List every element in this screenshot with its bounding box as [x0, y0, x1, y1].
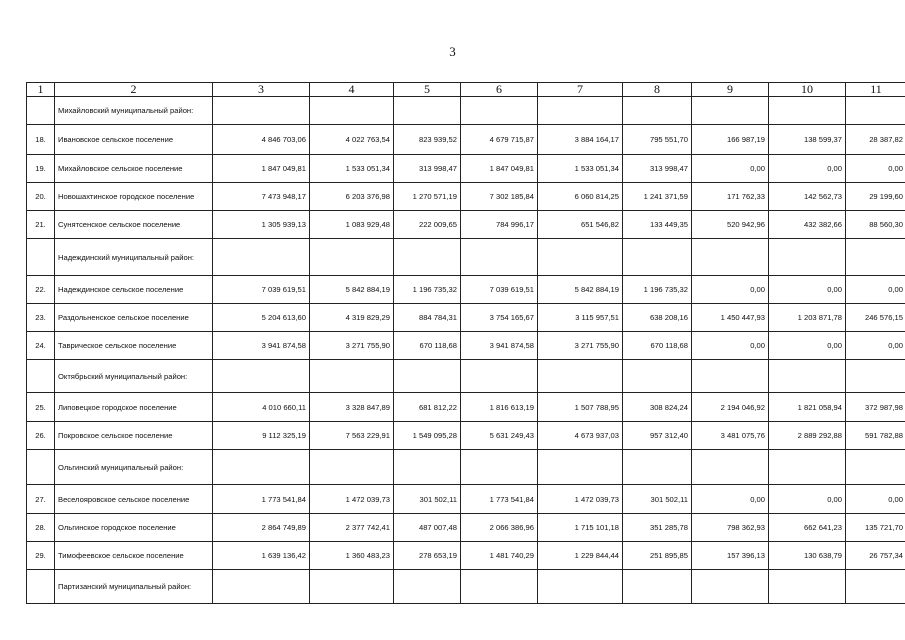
- value-cell: 0,00: [692, 485, 769, 514]
- column-header: 8: [623, 83, 692, 97]
- empty-cell: [213, 97, 310, 125]
- value-cell: 0,00: [846, 485, 905, 514]
- value-cell: 2 194 046,92: [692, 393, 769, 422]
- empty-cell: [461, 450, 538, 485]
- row-index: 27.: [27, 485, 55, 514]
- empty-cell: [769, 450, 846, 485]
- value-cell: 1 241 371,59: [623, 183, 692, 211]
- row-index: 29.: [27, 542, 55, 570]
- row-index: 18.: [27, 125, 55, 155]
- table-row: [27, 485, 905, 514]
- value-cell: 0,00: [692, 276, 769, 304]
- value-cell: 591 782,88: [846, 422, 905, 450]
- value-cell: 1 203 871,78: [769, 304, 846, 332]
- empty-cell: [310, 450, 394, 485]
- value-cell: 4 010 660,11: [213, 393, 310, 422]
- row-index: 28.: [27, 514, 55, 542]
- settlement-name: Ольгинское городское поселение: [55, 514, 213, 542]
- empty-cell: [692, 450, 769, 485]
- empty-cell: [310, 360, 394, 393]
- district-row: [27, 570, 905, 604]
- value-cell: 130 638,79: [769, 542, 846, 570]
- value-cell: 1 549 095,28: [394, 422, 461, 450]
- value-cell: 1 639 136,42: [213, 542, 310, 570]
- value-cell: 670 118,68: [394, 332, 461, 360]
- value-cell: 0,00: [692, 155, 769, 183]
- value-cell: 3 941 874,58: [213, 332, 310, 360]
- value-cell: 4 673 937,03: [538, 422, 623, 450]
- table-row: [27, 155, 905, 183]
- district-name: Михайловский муниципальный район:: [55, 97, 213, 125]
- settlement-name: Сунятсенское сельское поселение: [55, 211, 213, 239]
- empty-cell: [461, 360, 538, 393]
- value-cell: 432 382,66: [769, 211, 846, 239]
- value-cell: 3 115 957,51: [538, 304, 623, 332]
- district-row: [27, 360, 905, 393]
- column-header: 10: [769, 83, 846, 97]
- value-cell: 1 773 541,84: [213, 485, 310, 514]
- value-cell: 133 449,35: [623, 211, 692, 239]
- index-cell: [27, 570, 55, 604]
- value-cell: 3 271 755,90: [310, 332, 394, 360]
- value-cell: 670 118,68: [623, 332, 692, 360]
- page-number: 3: [449, 44, 456, 59]
- index-cell: [27, 360, 55, 393]
- value-cell: 5 842 884,19: [310, 276, 394, 304]
- district-row: [27, 97, 905, 125]
- column-header: 3: [213, 83, 310, 97]
- value-cell: 1 533 051,34: [310, 155, 394, 183]
- district-row: [27, 450, 905, 485]
- empty-cell: [394, 570, 461, 604]
- row-index: 23.: [27, 304, 55, 332]
- column-header: 1: [27, 83, 55, 97]
- value-cell: 1 816 613,19: [461, 393, 538, 422]
- value-cell: 0,00: [769, 485, 846, 514]
- table-body: [27, 97, 905, 604]
- empty-cell: [394, 360, 461, 393]
- district-name: Октябрьский муниципальный район:: [55, 360, 213, 393]
- value-cell: 301 502,11: [394, 485, 461, 514]
- value-cell: 1 481 740,29: [461, 542, 538, 570]
- empty-cell: [394, 450, 461, 485]
- settlement-name: Раздольненское сельское поселение: [55, 304, 213, 332]
- column-header: 6: [461, 83, 538, 97]
- value-cell: 487 007,48: [394, 514, 461, 542]
- value-cell: 2 377 742,41: [310, 514, 394, 542]
- empty-cell: [394, 239, 461, 276]
- empty-cell: [310, 570, 394, 604]
- value-cell: 313 998,47: [394, 155, 461, 183]
- value-cell: 138 599,37: [769, 125, 846, 155]
- value-cell: 1 847 049,81: [461, 155, 538, 183]
- settlement-name: Веселояровское сельское поселение: [55, 485, 213, 514]
- value-cell: 5 204 613,60: [213, 304, 310, 332]
- index-cell: [27, 97, 55, 125]
- table-row: [27, 276, 905, 304]
- value-cell: 3 271 755,90: [538, 332, 623, 360]
- value-cell: 1 229 844,44: [538, 542, 623, 570]
- row-index: 20.: [27, 183, 55, 211]
- value-cell: 784 996,17: [461, 211, 538, 239]
- settlement-name: Покровское сельское поселение: [55, 422, 213, 450]
- value-cell: 171 762,33: [692, 183, 769, 211]
- table-row: [27, 393, 905, 422]
- empty-cell: [310, 239, 394, 276]
- value-cell: 4 679 715,87: [461, 125, 538, 155]
- value-cell: 1 450 447,93: [692, 304, 769, 332]
- column-header: 11: [846, 83, 905, 97]
- empty-cell: [623, 239, 692, 276]
- value-cell: 1 533 051,34: [538, 155, 623, 183]
- value-cell: 5 631 249,43: [461, 422, 538, 450]
- column-header: 5: [394, 83, 461, 97]
- value-cell: 7 302 185,84: [461, 183, 538, 211]
- value-cell: 28 387,82: [846, 125, 905, 155]
- budget-table: [26, 82, 905, 604]
- value-cell: 278 653,19: [394, 542, 461, 570]
- value-cell: 1 472 039,73: [538, 485, 623, 514]
- value-cell: 1 472 039,73: [310, 485, 394, 514]
- empty-cell: [538, 570, 623, 604]
- district-name: Партизанский муниципальный район:: [55, 570, 213, 604]
- settlement-name: Ивановское сельское поселение: [55, 125, 213, 155]
- value-cell: 2 889 292,88: [769, 422, 846, 450]
- value-cell: 6 203 376,98: [310, 183, 394, 211]
- empty-cell: [623, 450, 692, 485]
- value-cell: 1 196 735,32: [394, 276, 461, 304]
- value-cell: 1 270 571,19: [394, 183, 461, 211]
- value-cell: 26 757,34: [846, 542, 905, 570]
- empty-cell: [623, 97, 692, 125]
- value-cell: 662 641,23: [769, 514, 846, 542]
- empty-cell: [769, 239, 846, 276]
- value-cell: 823 939,52: [394, 125, 461, 155]
- empty-cell: [623, 570, 692, 604]
- empty-cell: [846, 360, 905, 393]
- district-name: Ольгинский муниципальный район:: [55, 450, 213, 485]
- value-cell: 142 562,73: [769, 183, 846, 211]
- empty-cell: [538, 360, 623, 393]
- value-cell: 795 551,70: [623, 125, 692, 155]
- settlement-name: Михайловское сельское поселение: [55, 155, 213, 183]
- column-header: 2: [55, 83, 213, 97]
- value-cell: 1 715 101,18: [538, 514, 623, 542]
- value-cell: 4 319 829,29: [310, 304, 394, 332]
- value-cell: 884 784,31: [394, 304, 461, 332]
- empty-cell: [769, 570, 846, 604]
- empty-cell: [538, 239, 623, 276]
- value-cell: 372 987,98: [846, 393, 905, 422]
- value-cell: 9 112 325,19: [213, 422, 310, 450]
- value-cell: 3 481 075,76: [692, 422, 769, 450]
- value-cell: 0,00: [769, 332, 846, 360]
- value-cell: 135 721,70: [846, 514, 905, 542]
- empty-cell: [213, 570, 310, 604]
- table-row: [27, 542, 905, 570]
- value-cell: 1 196 735,32: [623, 276, 692, 304]
- settlement-name: Таврическое сельское поселение: [55, 332, 213, 360]
- value-cell: 5 842 884,19: [538, 276, 623, 304]
- value-cell: 957 312,40: [623, 422, 692, 450]
- table-row: [27, 304, 905, 332]
- empty-cell: [538, 97, 623, 125]
- empty-cell: [846, 239, 905, 276]
- value-cell: 222 009,65: [394, 211, 461, 239]
- value-cell: 4 846 703,06: [213, 125, 310, 155]
- settlement-name: Липовецкое городское поселение: [55, 393, 213, 422]
- table-row: [27, 332, 905, 360]
- value-cell: 301 502,11: [623, 485, 692, 514]
- value-cell: 251 895,85: [623, 542, 692, 570]
- value-cell: 0,00: [846, 332, 905, 360]
- value-cell: 638 208,16: [623, 304, 692, 332]
- value-cell: 88 560,30: [846, 211, 905, 239]
- value-cell: 3 884 164,17: [538, 125, 623, 155]
- empty-cell: [692, 239, 769, 276]
- value-cell: 157 396,13: [692, 542, 769, 570]
- value-cell: 0,00: [769, 155, 846, 183]
- empty-cell: [310, 97, 394, 125]
- value-cell: 0,00: [846, 276, 905, 304]
- value-cell: 0,00: [692, 332, 769, 360]
- empty-cell: [461, 570, 538, 604]
- empty-cell: [538, 450, 623, 485]
- empty-cell: [461, 239, 538, 276]
- value-cell: 246 576,15: [846, 304, 905, 332]
- value-cell: 351 285,78: [623, 514, 692, 542]
- empty-cell: [846, 450, 905, 485]
- value-cell: 2 864 749,89: [213, 514, 310, 542]
- empty-cell: [692, 360, 769, 393]
- value-cell: 3 328 847,89: [310, 393, 394, 422]
- value-cell: 1 360 483,23: [310, 542, 394, 570]
- settlement-name: Новошахтинское городское поселение: [55, 183, 213, 211]
- value-cell: 29 199,60: [846, 183, 905, 211]
- value-cell: 651 546,82: [538, 211, 623, 239]
- table-row: [27, 422, 905, 450]
- empty-cell: [213, 450, 310, 485]
- district-row: [27, 239, 905, 276]
- value-cell: 7 563 229,91: [310, 422, 394, 450]
- row-index: 25.: [27, 393, 55, 422]
- row-index: 19.: [27, 155, 55, 183]
- empty-cell: [846, 97, 905, 125]
- row-index: 22.: [27, 276, 55, 304]
- value-cell: 166 987,19: [692, 125, 769, 155]
- empty-cell: [394, 97, 461, 125]
- value-cell: 3 941 874,58: [461, 332, 538, 360]
- empty-cell: [692, 570, 769, 604]
- empty-cell: [769, 97, 846, 125]
- value-cell: 3 754 165,67: [461, 304, 538, 332]
- value-cell: 313 998,47: [623, 155, 692, 183]
- empty-cell: [461, 97, 538, 125]
- value-cell: 4 022 763,54: [310, 125, 394, 155]
- column-header: 9: [692, 83, 769, 97]
- index-cell: [27, 450, 55, 485]
- value-cell: 1 773 541,84: [461, 485, 538, 514]
- value-cell: 1 821 058,94: [769, 393, 846, 422]
- value-cell: 681 812,22: [394, 393, 461, 422]
- empty-cell: [846, 570, 905, 604]
- value-cell: 0,00: [846, 155, 905, 183]
- value-cell: 2 066 386,96: [461, 514, 538, 542]
- value-cell: 520 942,96: [692, 211, 769, 239]
- value-cell: 798 362,93: [692, 514, 769, 542]
- value-cell: 0,00: [769, 276, 846, 304]
- empty-cell: [623, 360, 692, 393]
- district-name: Надеждинский муниципальный район:: [55, 239, 213, 276]
- table-row: [27, 183, 905, 211]
- value-cell: 1 847 049,81: [213, 155, 310, 183]
- column-header: 4: [310, 83, 394, 97]
- value-cell: 308 824,24: [623, 393, 692, 422]
- index-cell: [27, 239, 55, 276]
- column-header: 7: [538, 83, 623, 97]
- header-row: [27, 83, 905, 97]
- table-row: [27, 514, 905, 542]
- value-cell: 1 083 929,48: [310, 211, 394, 239]
- value-cell: 1 305 939,13: [213, 211, 310, 239]
- table-row: [27, 125, 905, 155]
- empty-cell: [213, 360, 310, 393]
- value-cell: 7 473 948,17: [213, 183, 310, 211]
- value-cell: 1 507 788,95: [538, 393, 623, 422]
- settlement-name: Надеждинское сельское поселение: [55, 276, 213, 304]
- table-row: [27, 211, 905, 239]
- value-cell: 7 039 619,51: [461, 276, 538, 304]
- row-index: 26.: [27, 422, 55, 450]
- settlement-name: Тимофеевское сельское поселение: [55, 542, 213, 570]
- value-cell: 6 060 814,25: [538, 183, 623, 211]
- empty-cell: [692, 97, 769, 125]
- row-index: 24.: [27, 332, 55, 360]
- empty-cell: [769, 360, 846, 393]
- empty-cell: [213, 239, 310, 276]
- value-cell: 7 039 619,51: [213, 276, 310, 304]
- row-index: 21.: [27, 211, 55, 239]
